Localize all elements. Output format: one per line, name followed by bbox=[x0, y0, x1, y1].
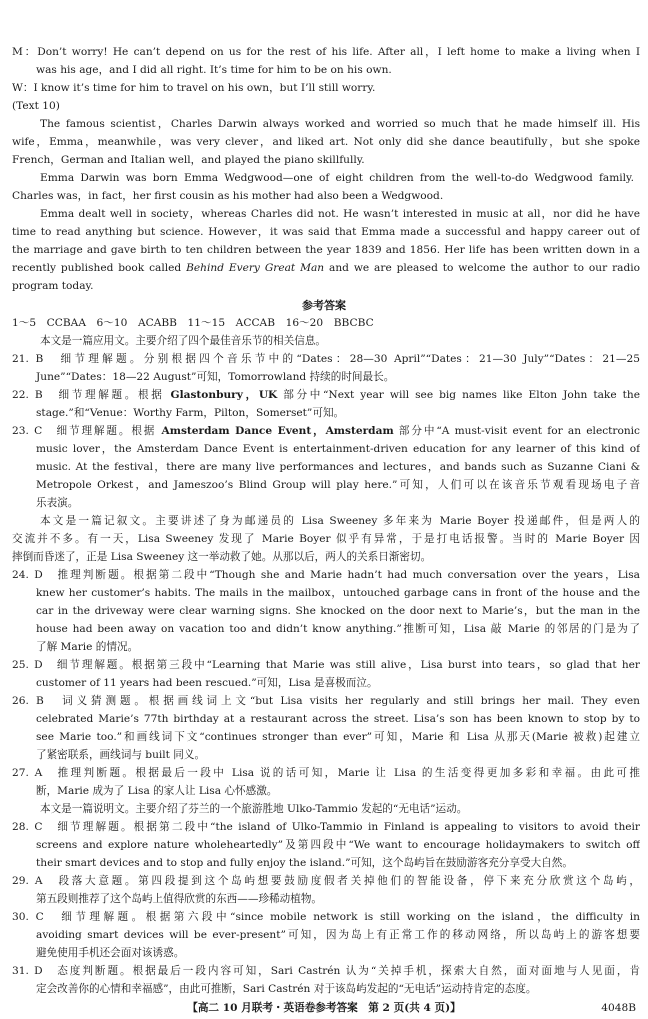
transcript-line: Emma dealt well in society，whereas Charles did not. He wasn’t interested in music at all，nor did he have bbox=[40, 208, 640, 220]
transcript-line: time to read anything but science. However，it was said that Emma made a successful and happy career out of bbox=[12, 226, 640, 238]
transcript-line: W：I know it’s time for him to travel on his own，but I’ll still worry. bbox=[12, 82, 376, 94]
explanation-line: avoiding smart devices will be ever-present”可知，因为岛上有正常工作的移动网络，所以岛屿上的游客想要 bbox=[36, 929, 640, 941]
explanation-line: stage.”和“Venue：Worthy Farm，Pilton，Somerset”可知。 bbox=[36, 407, 345, 419]
transcript-line: M：Don’t worry! He can’t depend on us for the rest of his life. After all，I left home to make a living when I bbox=[12, 46, 640, 58]
transcript-line: the marriage and gave birth to ten children between the year 1839 and 1856. Her life has been written down in a bbox=[12, 244, 640, 256]
explanation-line: 避免使用手机还会面对该诱惑。 bbox=[36, 947, 185, 959]
explanation-line: 23. C 细节理解题。根据 Amsterdam Dance Event，Amsterdam 部分中“A must-visit event for an electronic bbox=[12, 425, 640, 437]
section-name: Amsterdam Dance Event，Amsterdam bbox=[161, 425, 394, 437]
transcript-line: was his age，and I did all right. It’s time for him to be on his own. bbox=[36, 64, 392, 76]
explanation-line: 27. A 推理判断题。根据最后一段中 Lisa 说的话可知，Marie 让 Lisa 的生活变得更加多彩和幸福。由此可推 bbox=[12, 767, 640, 779]
explanation-line: Metropole Orkest，and Jameszoo’s Blind Group will play here.”可知，人们可以在该音乐节观看现场电子音 bbox=[36, 479, 640, 491]
explanation-line: 断，Marie 成为了 Lisa 的家人让 Lisa 心怀感激。 bbox=[36, 785, 278, 797]
explanation-line: knew her customer’s habits. The mails in the mailbox，untouched garbage cans in front of the house and the bbox=[36, 587, 640, 599]
transcript-line: French，German and Italian well，and played the piano skillfully. bbox=[12, 154, 365, 166]
passage-intro: 摔倒而昏迷了，正是 Lisa Sweeney 这一举动救了她。从那以后，两人的关系日渐密切。 bbox=[12, 551, 432, 563]
explanation-line: 30. C 细节理解题。根据第六段中“since mobile network is still working on the island，the difficulty in bbox=[12, 911, 640, 923]
explanation-line: see Marie too.”和画线词下文“continues stronger than ever”可知，Marie 和 Lisa 从那天(Marie 被救)起建立 bbox=[36, 731, 640, 743]
passage-intro: 本文是一篇应用文。主要介绍了四个最佳音乐节的相关信息。 bbox=[40, 335, 327, 347]
explanation-line: 25. D 细节理解题。根据第三段中“Learning that Marie was still alive，Lisa burst into tears，so glad that her bbox=[12, 659, 640, 671]
explanation-line: 了解 Marie 的情况。 bbox=[36, 641, 139, 653]
book-title: Behind Every Great Man bbox=[186, 262, 325, 274]
explanation-line: house had been away on vacation too and didn’t know anything.”推断可知，Lisa 敲 Marie 的邻居的门是为了 bbox=[36, 623, 640, 635]
transcript-line: program today. bbox=[12, 280, 94, 292]
explanation-line: 22. B 细节理解题。根据 Glastonbury，UK 部分中“Next year will see big names like Elton John take the bbox=[12, 389, 640, 401]
explanation-line: car in the driveway were clear warning signs. She knocked on the door next to Marie’s，but the man in the bbox=[36, 605, 640, 617]
footer-code: 4048B bbox=[601, 1002, 636, 1014]
explanation-line: June”“Dates：18—22 August”可知，Tomorrowland 持续的时间最长。 bbox=[36, 371, 395, 383]
transcript-line: recently published book called Behind Every Great Man and we are pleased to welcome the author to our radio bbox=[12, 262, 640, 274]
explanation-line: 21. B 细节理解题。分别根据四个音乐节中的“Dates：28—30 April”“Dates：21—30 July”“Dates：21—25 bbox=[12, 353, 640, 365]
answers-heading: 参考答案 bbox=[302, 299, 346, 312]
passage-intro: 交流并不多。有一天，Lisa Sweeney 发现了 Marie Boyer 似乎有异常，于是打电话报警。当时的 Marie Boyer 因 bbox=[12, 533, 640, 545]
answer-key: 1～5 CCBAA 6～10 ACABB 11～15 ACCAB 16～20 BBCBC bbox=[12, 317, 374, 329]
explanation-line: 定会改善你的心情和幸福感”，由此可推断，Sari Castrén 对于该岛屿发起的“无电话”运动持肯定的态度。 bbox=[36, 983, 537, 995]
transcript-line: Emma Darwin was born Emma Wedgwood—one of eight children from the well-to-do Wedgwood family. bbox=[40, 172, 634, 184]
explanation-line: 第五段则推荐了这个岛屿上值得欣赏的东西——珍稀动植物。 bbox=[36, 893, 323, 905]
explanation-line: their smart devices and to stop and fully enjoy the island.”可知，这个岛屿旨在鼓励游客充分享受大自然。 bbox=[36, 857, 573, 869]
explanation-line: music lover，the Amsterdam Dance Event is entertainment-driven education for any learner of this kind of bbox=[36, 443, 640, 455]
footer-title: 【高二 10 月联考・英语卷参考答案 第 2 页(共 4 页)】 bbox=[187, 1002, 461, 1014]
explanation-line: customer of 11 years had been rescued.”可知，Lisa 是喜极而泣。 bbox=[36, 677, 378, 689]
explanation-line: 28. C 细节理解题。根据第二段中“the island of Ulko-Tammio in Finland is appealing to visitors to avoid their bbox=[12, 821, 640, 833]
explanation-line: celebrated Marie’s 77th birthday at a restaurant across the street. Lisa’s son has been known to stop by to bbox=[36, 713, 640, 725]
explanation-line: screens and explore nature wholeheartedly”及第四段中“We want to encourage holidaymakers to switch off bbox=[36, 839, 640, 851]
explanation-line: music. At the festival，there are many live performances and lectures，and bands such as Suzanne Ciani & bbox=[36, 461, 640, 473]
transcript-line: The famous scientist，Charles Darwin always worked and worried so much that he made himself ill. His bbox=[40, 118, 640, 130]
transcript-line: Charles was，in fact，her first cousin as his mother had also been a Wedgwood. bbox=[12, 190, 444, 202]
explanation-line: 26. B 词义猜测题。根据画线词上文“but Lisa visits her regularly and still brings her mail. They even bbox=[12, 695, 640, 707]
explanation-line: 24. D 推理判断题。根据第二段中“Though she and Marie hadn’t had much conversation over the years，Lisa bbox=[12, 569, 640, 581]
transcript-line: wife，Emma，meanwhile，was very clever，and liked art. Not only did she dance beautifully，but she spoke bbox=[12, 136, 640, 148]
explanation-line: 31. D 态度判断题。根据最后一段内容可知，Sari Castrén 认为“关掉手机，探索大自然，面对面地与人见面，肯 bbox=[12, 965, 640, 977]
explanation-line: 了紧密联系，画线词与 built 同义。 bbox=[36, 749, 206, 761]
passage-intro: 本文是一篇说明文。主要介绍了芬兰的一个旅游胜地 Ulko-Tammio 发起的“无电话”运动。 bbox=[40, 803, 468, 815]
passage-intro: 本文是一篇记叙文。主要讲述了身为邮递员的 Lisa Sweeney 多年来为 Marie Boyer 投递邮件，但是两人的 bbox=[40, 515, 640, 527]
section-name: Glastonbury，UK bbox=[170, 389, 278, 401]
explanation-line: 乐表演。 bbox=[36, 497, 79, 509]
explanation-line: 29. A 段落大意题。第四段提到这个岛屿想要鼓励度假者关掉他们的智能设备，停下来充分欣赏这个岛屿， bbox=[12, 875, 640, 887]
text-label: (Text 10) bbox=[12, 100, 60, 112]
